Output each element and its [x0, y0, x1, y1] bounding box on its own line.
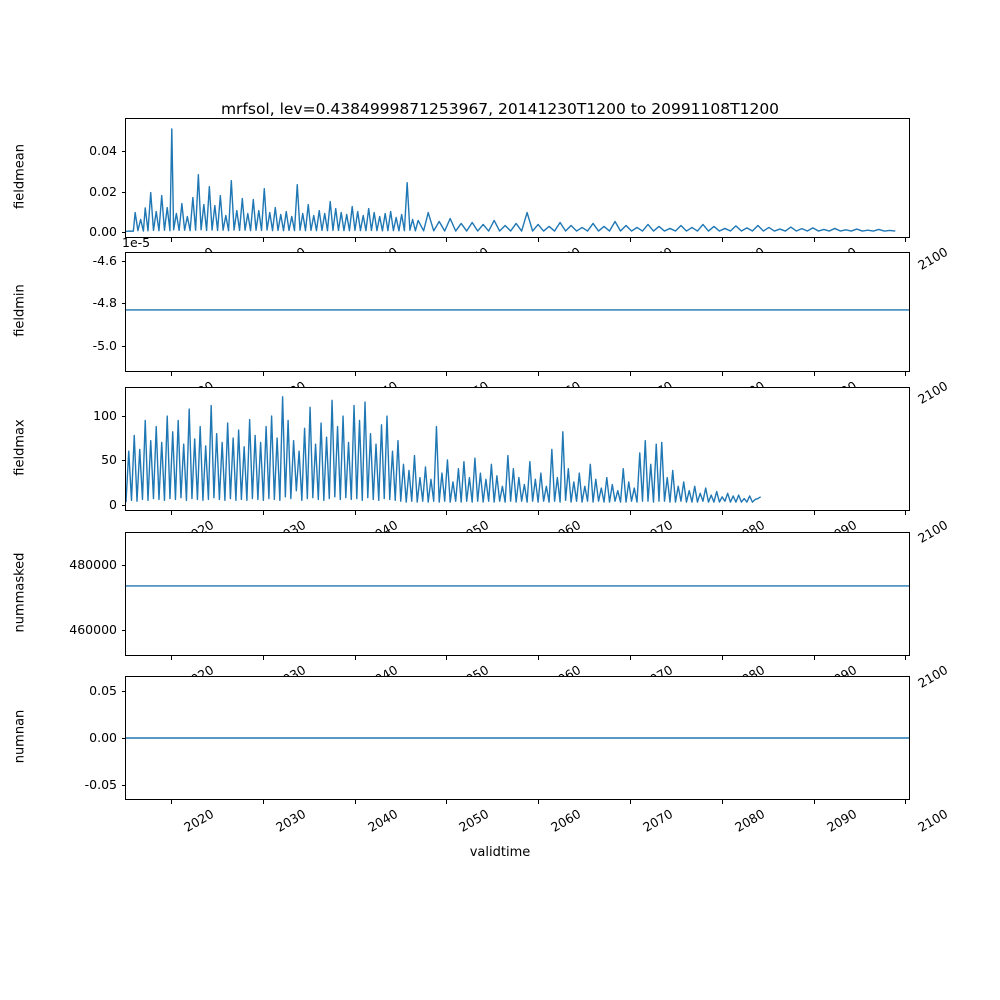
y-tick-label: -4.8 — [92, 295, 117, 311]
x-tick-mark — [814, 656, 815, 660]
x-tick-mark — [355, 372, 356, 376]
x-tick-mark — [814, 511, 815, 515]
y-tick-label: -5.0 — [92, 338, 117, 354]
series-canvas — [126, 388, 909, 510]
x-tick-mark — [905, 372, 906, 376]
x-tick-mark — [171, 656, 172, 660]
y-axis-label: nummasked — [12, 552, 28, 633]
x-tick-mark — [538, 511, 539, 515]
x-tick-mark — [355, 656, 356, 660]
x-tick-mark — [814, 238, 815, 242]
x-tick-mark — [171, 800, 172, 804]
x-tick-mark — [722, 656, 723, 660]
x-tick-label: 2100 — [915, 244, 951, 273]
y-tick-label: -0.05 — [84, 776, 117, 792]
y-tick-label: 0.04 — [89, 143, 117, 159]
figure-title: mrfsol, lev=0.4384999871253967, 20141230T1200 to 20991108T1200 — [220, 100, 780, 118]
x-tick-mark — [263, 511, 264, 515]
x-tick-mark — [722, 372, 723, 376]
x-tick-mark — [630, 800, 631, 804]
x-tick-mark — [630, 372, 631, 376]
x-tick-mark — [263, 656, 264, 660]
axes-frame — [125, 252, 910, 372]
y-axis-label: fieldmean — [12, 144, 28, 209]
x-tick-mark — [630, 511, 631, 515]
y-axis-label: fieldmin — [12, 284, 28, 337]
plot-panel-numnan — [125, 676, 910, 800]
x-tick-mark — [814, 800, 815, 804]
y-axis-offset-text: 1e-5 — [122, 235, 151, 250]
x-tick-mark — [263, 800, 264, 804]
x-tick-label: 2040 — [364, 806, 400, 835]
plot-panel-fieldmin — [125, 252, 910, 372]
x-tick-mark — [905, 800, 906, 804]
y-tick-label: -4.6 — [92, 252, 117, 268]
x-tick-mark — [446, 372, 447, 376]
x-tick-label: 2100 — [915, 378, 951, 407]
x-tick-label: 2050 — [456, 806, 492, 835]
x-tick-mark — [538, 372, 539, 376]
x-tick-label: 2090 — [823, 806, 859, 835]
x-tick-mark — [538, 656, 539, 660]
y-axis-label: fieldmax — [12, 419, 28, 476]
x-tick-label: 2070 — [640, 806, 676, 835]
x-tick-mark — [355, 800, 356, 804]
data-line-fieldmax — [126, 397, 761, 502]
x-tick-label: 2100 — [915, 662, 951, 691]
y-tick-label: 0.05 — [89, 683, 117, 699]
x-axis-label: validtime — [469, 845, 531, 860]
x-tick-mark — [171, 238, 172, 242]
x-tick-mark — [263, 238, 264, 242]
x-tick-mark — [446, 656, 447, 660]
plot-panel-fieldmean — [125, 118, 910, 238]
x-tick-label: 2060 — [548, 806, 584, 835]
axes-frame — [125, 676, 910, 800]
x-tick-label: 2020 — [181, 806, 217, 835]
x-tick-mark — [446, 238, 447, 242]
x-tick-mark — [446, 800, 447, 804]
y-tick-label: 460000 — [69, 621, 117, 637]
x-tick-mark — [722, 238, 723, 242]
axes-frame — [125, 532, 910, 656]
x-tick-mark — [538, 800, 539, 804]
y-tick-label: 0.02 — [89, 183, 117, 199]
x-tick-label: 2030 — [272, 806, 309, 835]
plot-panel-fieldmax — [125, 387, 910, 511]
x-tick-mark — [171, 511, 172, 515]
series-canvas — [126, 253, 909, 371]
y-tick-label: 0 — [109, 496, 117, 512]
x-tick-mark — [905, 511, 906, 515]
x-tick-label: 2100 — [915, 806, 951, 835]
x-tick-mark — [722, 511, 723, 515]
data-line-fieldmean — [126, 129, 895, 231]
axes-frame — [125, 118, 910, 238]
y-tick-label: 100 — [93, 407, 117, 423]
plot-panel-nummasked — [125, 532, 910, 656]
x-tick-mark — [355, 511, 356, 515]
series-canvas — [126, 119, 909, 237]
y-tick-label: 480000 — [69, 556, 117, 572]
x-tick-mark — [446, 511, 447, 515]
x-tick-mark — [263, 372, 264, 376]
series-canvas — [126, 533, 909, 655]
x-tick-label: 2100 — [915, 517, 951, 546]
series-canvas — [126, 677, 909, 799]
x-tick-mark — [905, 238, 906, 242]
axes-frame — [125, 387, 910, 511]
x-tick-mark — [171, 372, 172, 376]
x-tick-mark — [722, 800, 723, 804]
x-tick-label: 2080 — [732, 806, 768, 835]
y-tick-label: 0.00 — [89, 224, 117, 240]
y-tick-label: 50 — [101, 452, 117, 468]
x-tick-mark — [538, 238, 539, 242]
y-tick-label: 0.00 — [89, 730, 117, 745]
y-axis-label: numnan — [12, 709, 28, 764]
x-tick-mark — [630, 656, 631, 660]
x-tick-mark — [355, 238, 356, 242]
x-tick-mark — [905, 656, 906, 660]
x-tick-mark — [814, 372, 815, 376]
x-tick-mark — [630, 238, 631, 242]
